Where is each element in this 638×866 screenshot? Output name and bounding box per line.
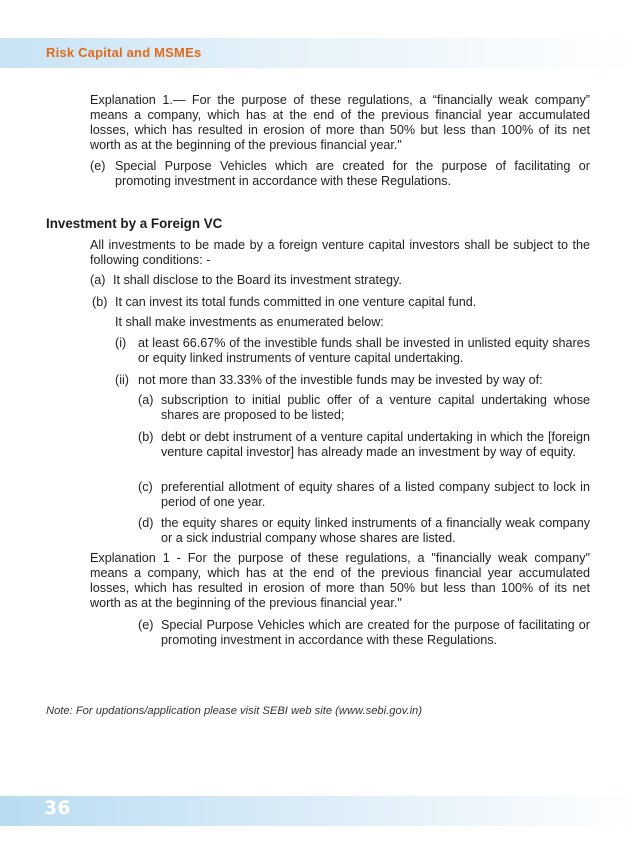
sub-item-c-label: (c) [138, 480, 153, 494]
item-i-label: (i) [115, 336, 127, 350]
sub-item-a-text: subscription to initial public offer of a venture capital undertaking whose shares are proposed to be listed; [161, 393, 590, 422]
condition-a-text: It shall disclose to the Board its investment strategy. [113, 273, 402, 287]
page-number: 36 [44, 797, 71, 819]
sub-item-b-label: (b) [138, 430, 154, 444]
running-header-title: Risk Capital and MSMEs [46, 45, 202, 60]
sub-item-b-text: debt or debt instrument of a venture capital undertaking in which the [foreign venture capital investor] has already made an investment by way of equity. [161, 430, 590, 459]
item-ii-label: (ii) [115, 373, 129, 387]
condition-b-text: It can invest its total funds committed in one venture capital fund. [115, 295, 477, 309]
sub-item-d-text: the equity shares or equity linked instruments of a financially weak company or a sick industrial company whose shares are listed. [161, 516, 590, 545]
intro-item-e-text: Special Purpose Vehicles which are created for the purpose of facilitating or promoting investment in accordance with these Regulations. [115, 159, 590, 188]
section-item-e-text: Special Purpose Vehicles which are created for the purpose of facilitating or promoting investment in accordance with these Regulations. [161, 618, 590, 647]
item-ii-text: not more than 33.33% of the investible funds may be invested by way of: [138, 373, 543, 387]
section-item-e-label: (e) [138, 618, 154, 632]
footnote: Note: For updations/application please visit SEBI web site (www.sebi.gov.in) [46, 705, 422, 717]
section-heading: Investment by a Foreign VC [46, 216, 223, 231]
condition-b-label: (b) [92, 295, 108, 309]
intro-item-e-label: (e) [90, 159, 106, 173]
footer-band [0, 796, 638, 826]
sub-item-a-label: (a) [138, 393, 154, 407]
sub-item-d-label: (d) [138, 516, 154, 530]
section-explanation: Explanation 1 - For the purpose of these regulations, a "financially weak company" means a company, which has at the end of the previous financial year accumulated losses, which has resulted in erosion of more than 50% but less than 100% of its net worth as at the beginning of the previous financial year." [90, 551, 590, 610]
item-i-text: at least 66.67% of the investible funds shall be invested in unlisted equity shares or equity linked instruments of venture capital undertaking. [138, 336, 590, 365]
section-lead: All investments to be made by a foreign venture capital investors shall be subject to the following conditions: - [90, 238, 590, 267]
condition-b-subtext: It shall make investments as enumerated below: [115, 315, 384, 329]
condition-a-label: (a) [90, 273, 106, 287]
intro-explanation: Explanation 1.— For the purpose of these regulations, a “financially weak company” means a company, which has at the end of the previous financial year accumulated losses, which has resulted in erosion of more than 50% but less than 100% of its net worth as at the beginning of the previous financial year." [90, 93, 590, 152]
sub-item-c-text: preferential allotment of equity shares of a listed company subject to lock in period of one year. [161, 480, 590, 509]
